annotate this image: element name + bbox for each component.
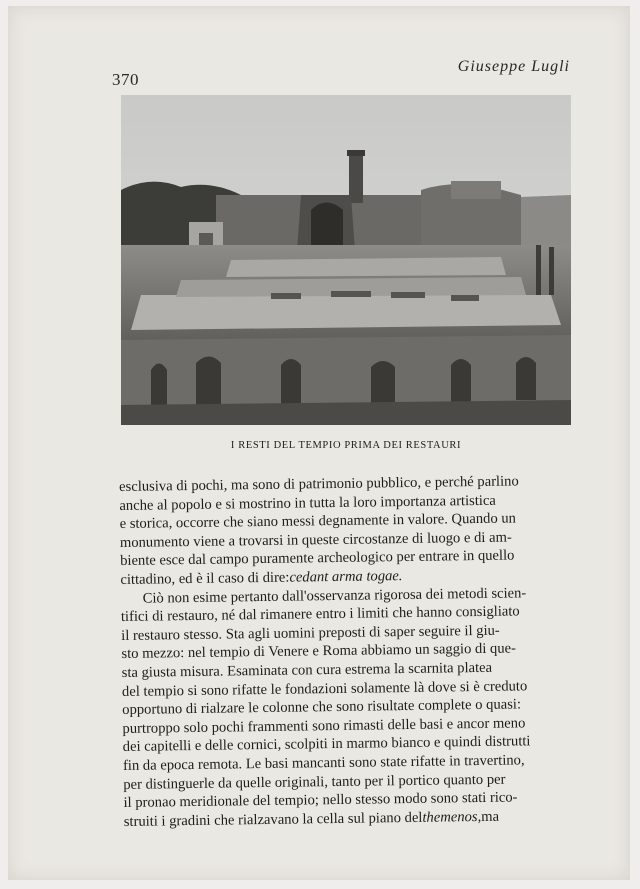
- text-line: opportuno di rialzare le colonne che sono risultate complete o quasi:: [122, 696, 522, 719]
- page-number: 370: [112, 70, 139, 89]
- text-line: sto mezzo: nel tempio di Venere e Roma abbiamo un saggio di que-: [121, 640, 517, 663]
- photograph-temple-ruins: [121, 95, 571, 425]
- text-line: sta giusta misura. Esaminata con cura estrema la scarnita platea: [121, 659, 493, 681]
- text-fragment: struiti i gradini che rialzavano la cella sul piano del: [123, 809, 423, 830]
- text-line: esclusiva di pochi, ma sono di patrimonio pubblico, e perché parlino: [119, 473, 519, 495]
- paragraph-start-line: Ciò non esime pertanto dall'osservanza rigorosa dei metodi scien-: [142, 584, 527, 607]
- body-text: [119, 472, 589, 832]
- text-line: anche al popolo e si mostrino in tutta la loro importanza artistica: [119, 492, 496, 514]
- temple-ruins-image: [121, 95, 571, 425]
- text-line: fin da epoca remota. Le basi mancanti sono state rifatte in travertino,: [122, 752, 525, 774]
- text-line: il pronao meridionale del tempio; nello stesso modo sono stati rico-: [123, 789, 518, 812]
- figure-caption: I RESTI DEL TEMPIO PRIMA DEI RESTAURI: [230, 440, 462, 451]
- text-fragment: ma: [481, 808, 500, 825]
- running-head-author: Giuseppe Lugli: [457, 58, 570, 75]
- text-line: e storica, occorre che siano messi degnamente in valore. Quando un: [119, 510, 517, 533]
- text-line: per distinguerle da quelle originali, tanto per il portico quanto per: [123, 771, 506, 793]
- text-line: dei capitelli e delle cornici, scolpiti in marmo bianco e quindi distrutti: [122, 733, 531, 756]
- text-line: tifici di restauro, né dal rimanere entro i limiti che hanno consigliato: [120, 603, 520, 626]
- text-line: il restauro stesso. Sta agli uomini preposti di saper seguire il giu-: [121, 622, 500, 644]
- text-line: monumento viene a trovarsi in queste circostanze di luogo e di am-: [119, 529, 512, 551]
- text-fragment: cittadino, ed è il caso di dire:: [120, 569, 290, 588]
- latin-quote: cedant arma togae.: [289, 568, 403, 586]
- text-line: biente esce dal campo puramente archeologico per entrare in quello: [120, 547, 515, 570]
- text-line: purtroppo solo pochi frammenti sono rimasti delle basi e ancor meno: [122, 715, 526, 737]
- greek-term: themenos,: [422, 808, 482, 826]
- text-line: del tempio si sono rifatte le fondazioni solamente là dove si è creduto: [121, 677, 528, 700]
